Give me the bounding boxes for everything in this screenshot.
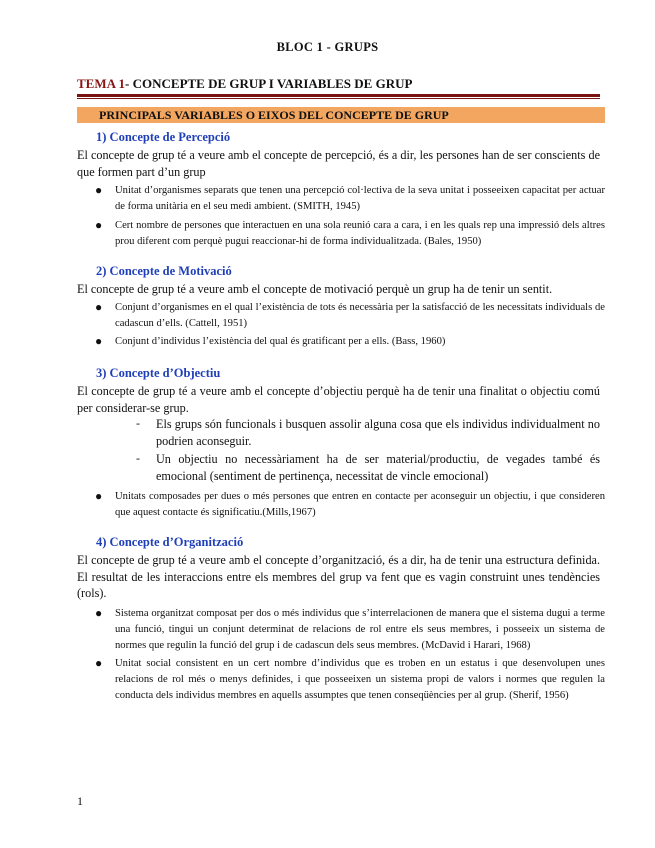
- list-item: Cert nombre de persones que interactuen en una sola reunió cara a cara, i en les quals rep una impressió dels altres prou diferent com perquè pugui reaccionar-hi de forma individualitzada. (Bales, 1950): [115, 220, 605, 247]
- title-rule-thick: [77, 94, 600, 97]
- section-paragraph-perception: El concepte de grup té a veure amb el concepte de percepció, és a dir, les persones han de ser conscients de que formen part d’un grup: [77, 148, 600, 179]
- dash-item: Els grups són funcionals i busquen assolir alguna cosa que els individus individualment no podrien aconseguir.: [156, 417, 600, 448]
- list-item: Conjunt d’individus l’existència del qual és gratificant per a ells. (Bass, 1960): [115, 336, 446, 347]
- section-paragraph-motivation: El concepte de grup té a veure amb el concepte de motivació perquè un grup ha de tenir un sentit.: [77, 282, 553, 296]
- bullet-icon: ●: [95, 489, 103, 503]
- section-heading-motivation: 2) Concepte de Motivació: [96, 264, 232, 278]
- bullet-icon: ●: [95, 656, 103, 670]
- bullet-icon: ●: [95, 334, 103, 348]
- bullet-icon: ●: [95, 183, 103, 197]
- page-number: 1: [77, 794, 83, 808]
- bullet-icon: ●: [95, 606, 103, 620]
- list-item: Unitat social consistent en un cert nombre d’individus que es troben en un estatus i que desenvolupen unes relacions de rol més o menys definides, i que posseeixen un sistema propi de valors i normes que regulen la conducta dels individus membres en aquells assumptes que tenen conseqüències per al grup. (Sherif, 1956): [115, 658, 605, 701]
- list-item: Unitats composades per dues o més persones que entren en contacte per aconseguir un objectiu, i que consideren que aquest contacte és significatiu.(Mills,1967): [115, 491, 605, 518]
- section-heading-objective: 3) Concepte d’Objectiu: [96, 366, 221, 380]
- topic-title: [77, 76, 412, 92]
- section-paragraph-organization: El concepte de grup té a veure amb el concepte d’organització, és a dir, ha de tenir una estructura definida. El resultat de les interaccions entre els membres del grup va fent que es vagin construint unes tendències (rols).: [77, 553, 600, 600]
- bullet-icon: ●: [95, 218, 103, 232]
- list-item: Unitat d’organismes separats que tenen una percepció col·lectiva de la seva unitat i posseeixen capacitat per actuar de forma unitària en el seu medi ambient. (SMITH, 1945): [115, 185, 605, 212]
- list-item: Sistema organitzat composat per dos o més individus que s’interrelacionen de manera que el sistema dugui a terme una funció, tingui un conjunt determinat de relacions de rol entre els seus membres, i posseeix un sistema de normes que regulin la funció del grup i de cadascun dels seus membres. (McDavid i Harari, 1968): [115, 608, 605, 651]
- section-banner: PRINCIPALS VARIABLES O EIXOS DEL CONCEPTE DE GRUP: [77, 107, 605, 123]
- section-heading-perception: 1) Concepte de Percepció: [96, 130, 231, 144]
- dash-icon: -: [136, 451, 140, 465]
- bullet-icon: ●: [95, 300, 103, 314]
- section-heading-organization: 4) Concepte d’Organització: [96, 535, 244, 549]
- dash-item: Un objectiu no necessàriament ha de ser material/productiu, de vegades també és emocional (sentiment de pertinença, necessitat de vincle emocional): [156, 452, 600, 483]
- topic-text: - CONCEPTE DE GRUP I VARIABLES DE GRUP: [125, 76, 413, 91]
- list-item: Conjunt d’organismes en el qual l’existència de tots és necessària per la satisfacció de les necessitats individuals de cadascun d’ells. (Cattell, 1951): [115, 302, 605, 329]
- topic-number: TEMA 1: [77, 76, 126, 91]
- section-paragraph-objective: El concepte de grup té a veure amb el concepte d’objectiu perquè ha de tenir una finalitat o objectiu comú per considerar-se grup.: [77, 384, 600, 415]
- title-rule-thin: [77, 98, 600, 99]
- block-title: BLOC 1 - GRUPS: [276, 40, 379, 54]
- dash-icon: -: [136, 416, 140, 430]
